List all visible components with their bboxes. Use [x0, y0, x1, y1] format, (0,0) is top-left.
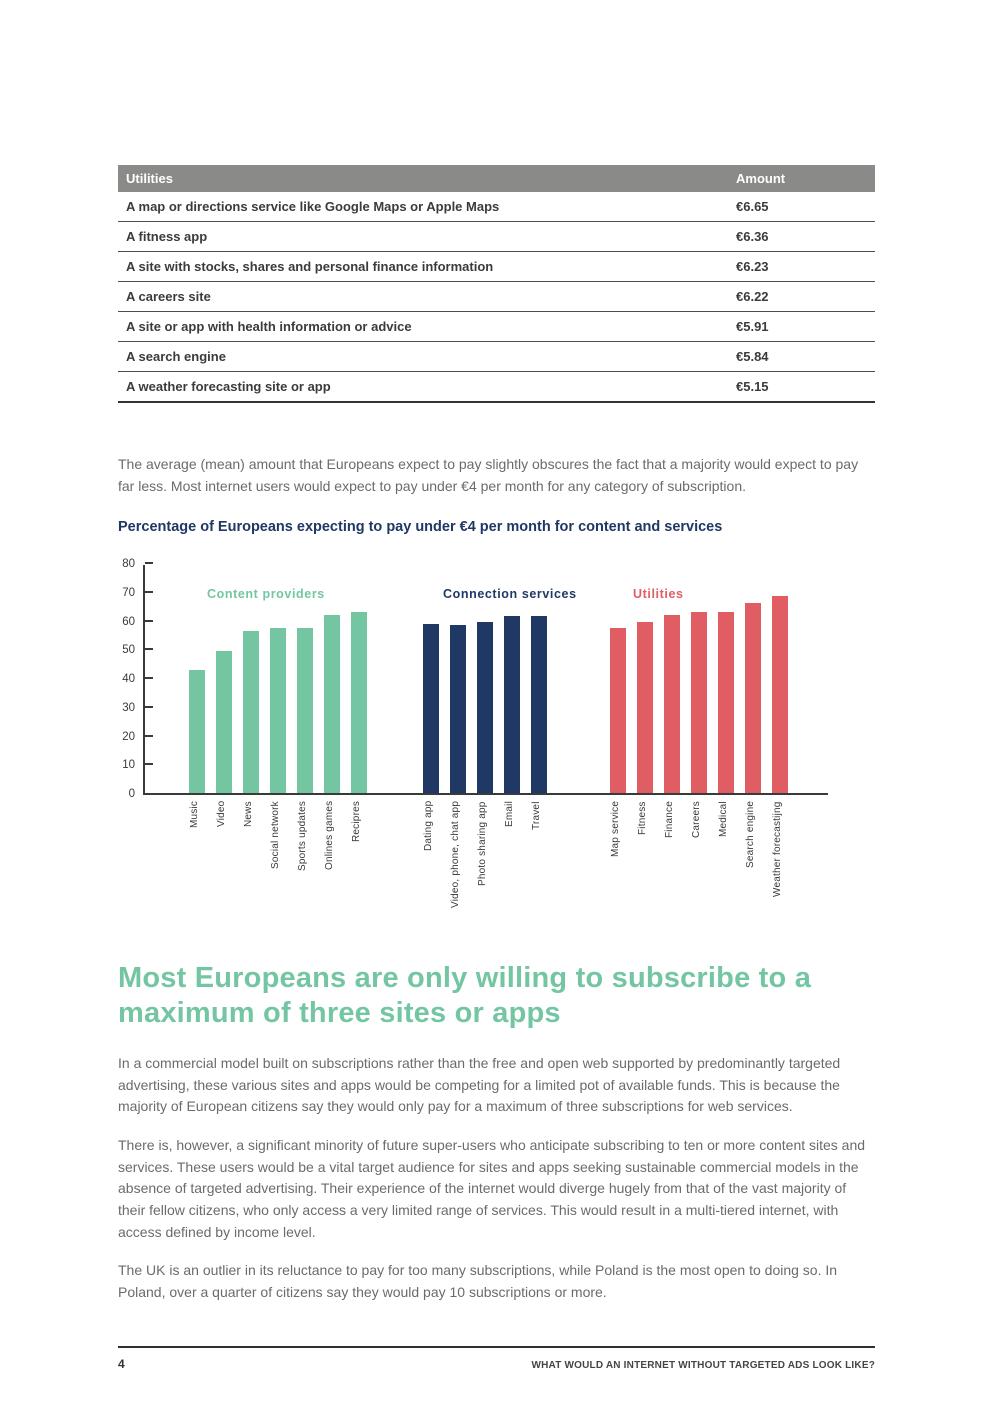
x-axis-label: Careers	[691, 801, 702, 839]
y-tick-label: 40	[122, 673, 135, 686]
bar-music	[189, 670, 205, 794]
table-cell-amount: €5.91	[730, 312, 875, 342]
report-page	[118, 0, 875, 1371]
table-cell-amount: €6.23	[730, 252, 875, 282]
table-cell-amount: €5.84	[730, 342, 875, 372]
bar-photo-sharing-app	[477, 622, 493, 793]
table-cell-amount: €6.22	[730, 282, 875, 312]
y-tick-mark	[145, 591, 153, 593]
y-tick-label: 50	[122, 644, 135, 657]
x-axis-label: Search engine	[745, 801, 756, 869]
section-heading: Most Europeans are only willing to subscribe to a maximum of three sites or apps	[118, 962, 812, 1030]
table-cell-amount: €6.36	[730, 222, 875, 252]
intro-paragraph: The average (mean) amount that Europeans expect to pay slightly obscures the fact that a majority would expect to pay far less. Most internet users would expect to pay under €4 per month for any category of subscription.	[118, 456, 859, 495]
x-axis-label: Fitness	[637, 801, 648, 835]
bar-social-network	[270, 628, 286, 793]
x-axis-label: Sports updates	[297, 801, 308, 872]
table-header-utilities: Utilities	[118, 165, 730, 192]
table-row	[118, 252, 875, 282]
y-tick-label: 60	[122, 615, 135, 628]
legend-content-providers: Content providers	[207, 587, 325, 602]
bar-medical	[718, 612, 734, 793]
x-axis-label: Medical	[718, 801, 729, 838]
label-group-content-providers	[187, 795, 365, 939]
page-number: 4	[118, 1356, 125, 1371]
y-tick-label: 80	[122, 558, 135, 571]
label-group-connection-services	[421, 795, 545, 939]
x-axis-label: Travel	[531, 801, 542, 830]
bar-careers	[691, 612, 707, 793]
bar-map-service	[610, 628, 626, 793]
y-tick-label: 10	[122, 759, 135, 772]
table-cell-label: A careers site	[118, 282, 730, 312]
utilities-table	[118, 165, 875, 403]
y-tick-label: 0	[128, 788, 135, 801]
footer-title: WHAT WOULD AN INTERNET WITHOUT TARGETED ADS LOOK LIKE?	[531, 1359, 875, 1371]
body-paragraph: The UK is an outlier in its reluctance to pay for too many subscriptions, while Poland is the most open to doing so. In Poland, over a quarter of citizens say they would pay 10 subscriptions or more.	[118, 1262, 838, 1300]
x-axis-label: Recipres	[351, 801, 362, 843]
table-cell-amount: €5.15	[730, 372, 875, 403]
page-footer	[118, 1346, 875, 1371]
bar-travel	[531, 616, 547, 793]
body-paragraph: There is, however, a significant minority of future super-users who anticipate subscribing to ten or more content sites and services. These users would be a vital target audience for sites and apps seeking sustainable commercial models in the absence of targeted advertising. Their experience of the internet would diverge hugely from that of the vast majority of their fellow citizens, who only access a very limited range of services. This would result in a multi-tiered internet, with access defined by income level.	[118, 1136, 866, 1240]
table-header-amount: Amount	[730, 165, 875, 192]
y-tick-label: 70	[122, 586, 135, 599]
x-axis-label: Music	[189, 801, 200, 829]
bar-group-connection-services	[423, 616, 547, 793]
x-axis-label: Email	[504, 801, 515, 828]
table-row	[118, 222, 875, 252]
table-row	[118, 312, 875, 342]
x-axis-labels	[143, 795, 828, 939]
x-axis-label: Video	[216, 801, 227, 828]
x-axis-label: Finance	[664, 801, 675, 839]
table-header-row	[118, 165, 875, 192]
table-cell-label: A fitness app	[118, 222, 730, 252]
x-axis-label: News	[243, 801, 254, 828]
bar-finance	[664, 615, 680, 793]
bar-email	[504, 616, 520, 793]
chart-bars	[145, 596, 828, 793]
table-cell-label: A map or directions service like Google Maps or Apple Maps	[118, 192, 730, 222]
x-axis-label: Dating app	[423, 801, 434, 852]
table-cell-label: A site or app with health information or advice	[118, 312, 730, 342]
chart-plot-area	[122, 558, 828, 801]
legend-connection-services: Connection services	[443, 587, 577, 602]
table-body	[118, 192, 875, 402]
bar-group-utilities	[610, 596, 788, 793]
x-axis-label: Video, phone, chat app	[450, 801, 461, 909]
table-cell-amount: €6.65	[730, 192, 875, 222]
chart-title: Percentage of Europeans expecting to pay under €4 per month for content and services	[118, 519, 723, 536]
bar-fitness	[637, 622, 653, 793]
bar-onlines-games	[324, 615, 340, 793]
bar-news	[243, 631, 259, 793]
bar-video-phone-chat-app	[450, 625, 466, 793]
table-row	[118, 372, 875, 403]
bar-recipres	[351, 612, 367, 793]
y-tick-mark	[145, 562, 153, 564]
y-tick-label: 30	[122, 701, 135, 714]
bar-chart	[118, 558, 875, 939]
bar-weather-forecastijng	[772, 596, 788, 793]
table-row	[118, 342, 875, 372]
x-axis-label: Onlines games	[324, 801, 335, 871]
x-axis-label: Weather forecastijng	[772, 801, 783, 897]
label-group-utilities	[608, 795, 786, 939]
bar-group-content-providers	[189, 612, 367, 793]
y-tick-label: 20	[122, 730, 135, 743]
table-row	[118, 282, 875, 312]
x-axis-label: Photo sharing app	[477, 801, 488, 886]
bar-dating-app	[423, 624, 439, 794]
bar-sports-updates	[297, 628, 313, 793]
legend-utilities: Utilities	[633, 587, 684, 602]
table-cell-label: A search engine	[118, 342, 730, 372]
bar-video	[216, 651, 232, 793]
table-row	[118, 192, 875, 222]
table-cell-label: A site with stocks, shares and personal finance information	[118, 252, 730, 282]
body-paragraph: In a commercial model built on subscriptions rather than the free and open web supported by predominantly targeted advertising, these various sites and apps would be competing for a limited pot of available funds. This is because the majority of European citizens say they would only pay for a maximum of three subscriptions for web services.	[118, 1054, 841, 1115]
table-cell-label: A weather forecasting site or app	[118, 372, 730, 403]
x-axis-label: Social network	[270, 801, 281, 870]
bar-search-engine	[745, 603, 761, 793]
x-axis-label: Map service	[610, 801, 621, 858]
